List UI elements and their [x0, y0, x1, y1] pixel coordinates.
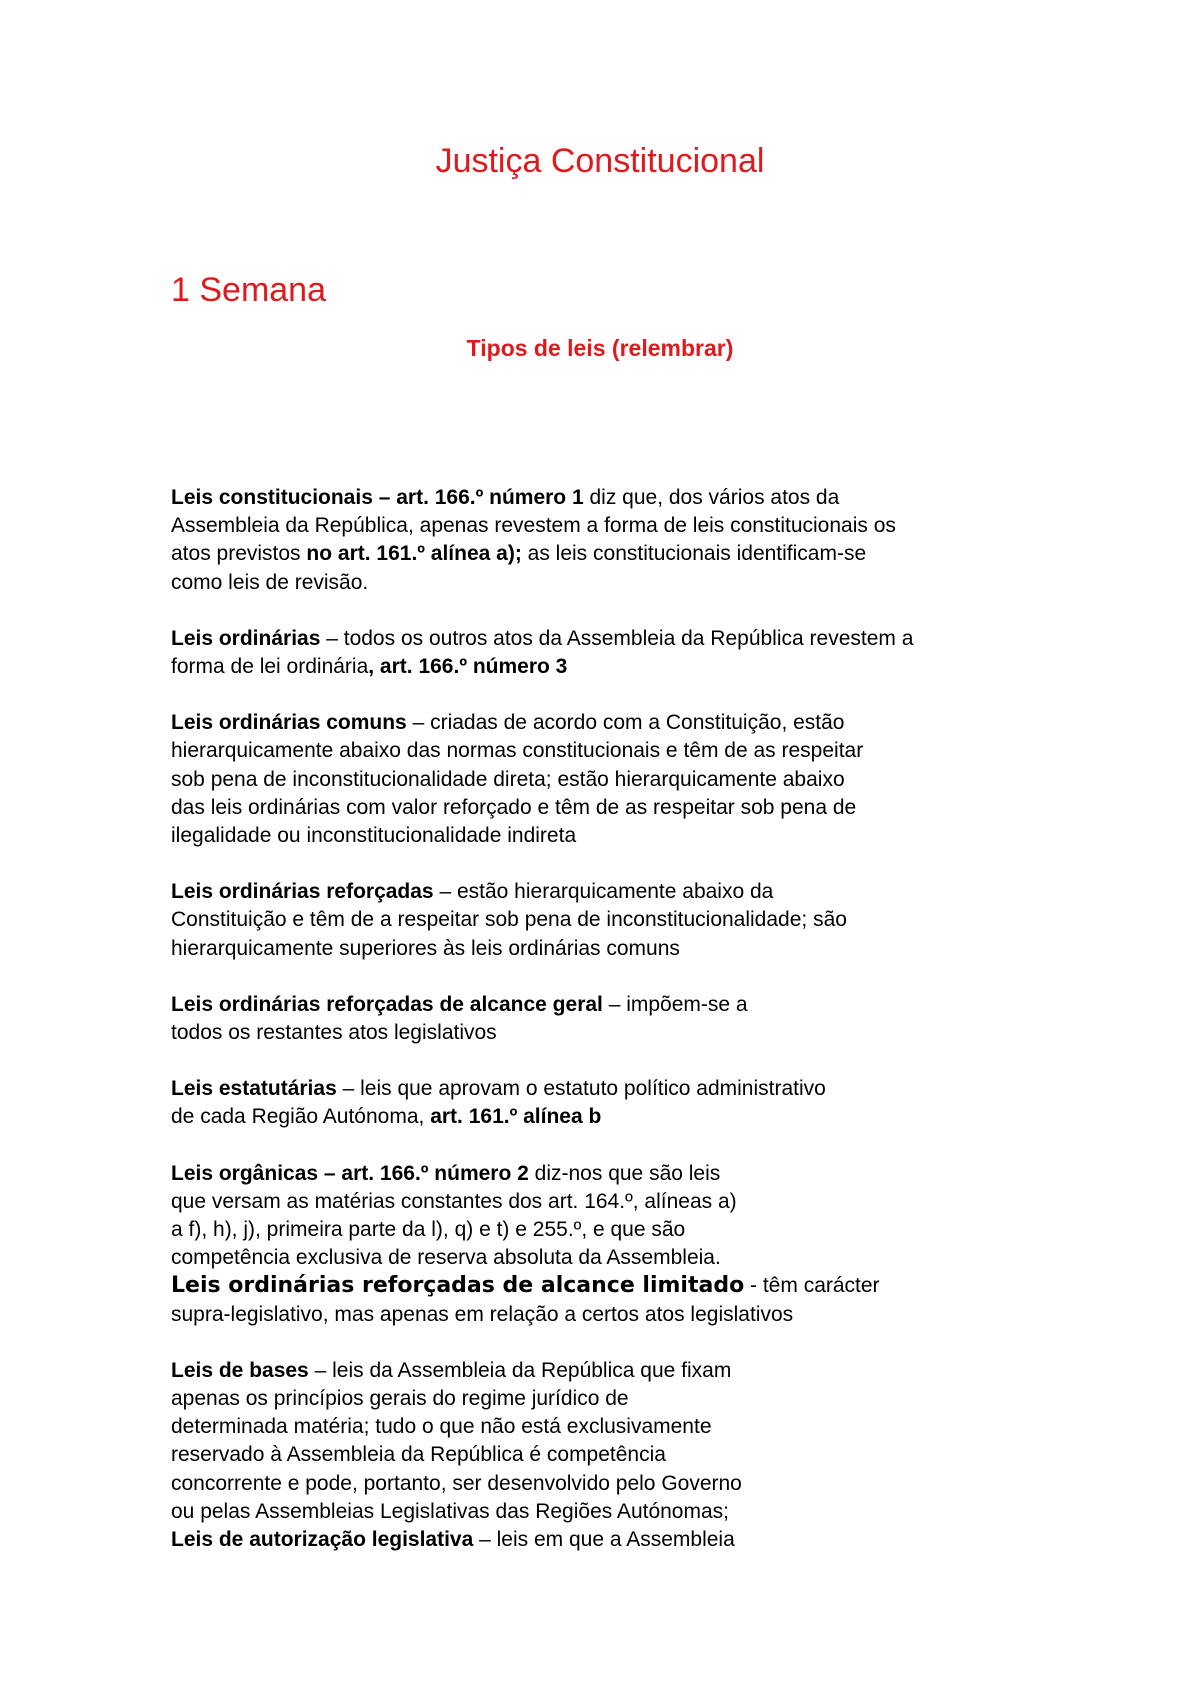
- text-line: [171, 540, 1051, 568]
- term-bold: Leis orgânicas – art. 166.º número 2: [171, 1161, 529, 1185]
- text-line: [171, 1103, 1051, 1131]
- text-line: sob pena de inconstitucionalidade direta; estão hierarquicamente abaixo: [171, 767, 845, 791]
- text-line: [171, 1160, 1051, 1188]
- text-line: determinada matéria; tudo o que não está exclusivamente: [171, 1415, 712, 1439]
- paragraph-leis-ordinarias-reforcadas: [171, 878, 1051, 963]
- paragraph-leis-de-bases: [171, 1357, 1051, 1526]
- text-line: reservado à Assembleia da República é competência: [171, 1443, 666, 1467]
- text-line: ou pelas Assembleias Legislativas das Regiões Autónomas;: [171, 1499, 729, 1523]
- term-bold: no art. 161.º alínea a);: [306, 542, 522, 566]
- text-line: que versam as matérias constantes dos art. 164.º, alíneas a): [171, 1189, 737, 1213]
- text-line: supra-legislativo, mas apenas em relação a certos atos legislativos: [171, 1302, 794, 1326]
- text-run: as leis constitucionais identificam-se: [521, 542, 867, 566]
- document-body: [171, 484, 1051, 1554]
- paragraph-alcance-geral: [171, 991, 1051, 1047]
- text-line: [171, 625, 1051, 653]
- text-line: ilegalidade ou inconstitucionalidade indireta: [171, 824, 577, 848]
- term-bold: Leis ordinárias comuns: [171, 711, 407, 735]
- paragraph-leis-ordinarias: [171, 625, 1051, 681]
- text-line: hierarquicamente superiores às leis ordinárias comuns: [171, 936, 680, 960]
- document-title: Justiça Constitucional: [435, 142, 765, 180]
- text-run: – leis em que a Assembleia: [473, 1528, 735, 1552]
- section-subtitle: Tipos de leis (relembrar): [466, 335, 734, 361]
- text-line: competência exclusiva de reserva absoluta da Assembleia.: [171, 1246, 721, 1270]
- text-run: forma de lei ordinária: [171, 655, 369, 679]
- text-line: [171, 878, 1051, 906]
- text-line: apenas os princípios gerais do regime jurídico de: [171, 1387, 629, 1411]
- text-run: – estão hierarquicamente abaixo da: [433, 880, 774, 904]
- week-heading: 1 Semana: [171, 271, 326, 309]
- text-run: diz que, dos vários atos da: [583, 486, 840, 509]
- text-run: – todos os outros atos da Assembleia da República revestem a: [320, 626, 914, 650]
- paragraph-leis-ordinarias-comuns: [171, 709, 1051, 850]
- text-run: – leis da Assembleia da República que fixam: [308, 1358, 732, 1382]
- term-bold: Leis estatutárias: [171, 1077, 337, 1101]
- text-run: - têm carácter: [744, 1274, 880, 1298]
- text-line: das leis ordinárias com valor reforçado e têm de as respeitar sob pena de: [171, 795, 857, 819]
- text-line: [171, 709, 1051, 737]
- text-line: [171, 1075, 1051, 1103]
- text-line: [171, 484, 1051, 512]
- text-line: [171, 1272, 1051, 1300]
- text-line: concorrente e pode, portanto, ser desenvolvido pelo Governo: [171, 1471, 742, 1495]
- term-bold: Leis ordinárias: [171, 626, 321, 650]
- text-run: atos previstos: [171, 542, 307, 566]
- term-bold: Leis de bases: [171, 1358, 309, 1382]
- text-line: [171, 991, 1051, 1019]
- text-run: – leis que aprovam o estatuto político administrativo: [336, 1077, 826, 1101]
- term-bold: Leis de autorização legislativa: [171, 1528, 474, 1552]
- text-run: de cada Região Autónoma,: [171, 1105, 431, 1129]
- text-run: – impõem-se a: [602, 992, 748, 1016]
- paragraph-leis-estatutarias: [171, 1075, 1051, 1131]
- paragraph-alcance-limitado: [171, 1272, 1051, 1328]
- text-line: hierarquicamente abaixo das normas constitucionais e têm de as respeitar: [171, 739, 864, 763]
- term-bold: Leis ordinárias reforçadas: [171, 880, 434, 904]
- term-bold: Leis constitucionais – art. 166.º número 1: [171, 486, 584, 509]
- text-line: [171, 1357, 1051, 1385]
- text-line: Assembleia da República, apenas revestem a forma de leis constitucionais os: [171, 514, 896, 538]
- paragraph-autorizacao-legislativa: [171, 1526, 1051, 1554]
- paragraph-leis-constitucionais: [171, 484, 1051, 597]
- paragraph-leis-organicas: [171, 1160, 1051, 1273]
- text-run: diz-nos que são leis: [528, 1161, 721, 1185]
- text-line: [171, 1526, 1051, 1554]
- text-line: como leis de revisão.: [171, 570, 369, 594]
- term-bold: Leis ordinárias reforçadas de alcance limitado: [171, 1273, 745, 1299]
- text-run: – criadas de acordo com a Constituição, estão: [406, 711, 845, 735]
- text-line: todos os restantes atos legislativos: [171, 1021, 497, 1045]
- term-bold: , art. 166.º número 3: [368, 655, 568, 679]
- term-bold: art. 161.º alínea b: [430, 1105, 602, 1129]
- text-line: [171, 653, 1051, 681]
- term-bold: Leis ordinárias reforçadas de alcance geral: [171, 992, 603, 1016]
- text-line: a f), h), j), primeira parte da l), q) e t) e 255.º, e que são: [171, 1218, 686, 1242]
- text-line: Constituição e têm de a respeitar sob pena de inconstitucionalidade; são: [171, 908, 847, 932]
